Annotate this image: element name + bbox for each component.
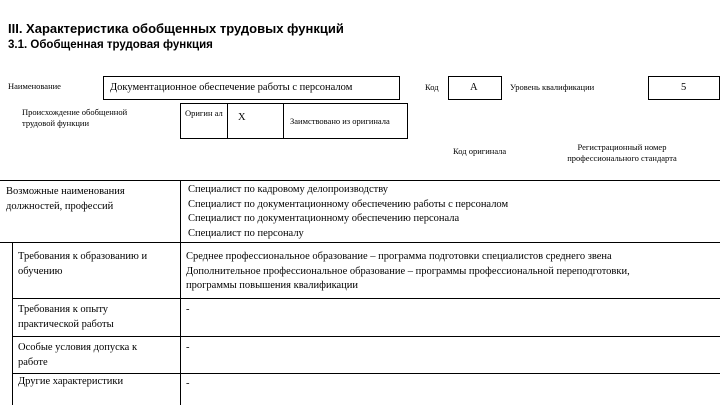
code-box [448, 76, 502, 100]
section-title: III. Характеристика обобщенных трудовых функций [8, 21, 344, 36]
original-label: Оригин ал [185, 108, 223, 118]
admission-label: Особые условия допуска к работе [18, 342, 138, 368]
subsection-title: 3.1. Обобщенная трудовая функция [8, 39, 213, 51]
education-value [186, 250, 630, 294]
experience-label: Требования к опыту практической работы [18, 304, 114, 330]
education-line: Дополнительное профессиональное образование – программы профессиональной переподготовки, [186, 265, 630, 277]
position-item: Специалист по документационному обеспечению работы с персоналом [188, 198, 509, 210]
code-original-label: Код оригинала [453, 146, 507, 156]
education-label: Требования к образованию и обучению [18, 251, 148, 277]
positions-label: Возможные наименования должностей, профессий [6, 186, 125, 212]
name-label: Наименование [8, 81, 61, 91]
reg-number-label: Регистрационный номер профессионального стандарта [567, 142, 677, 163]
level-box [648, 76, 720, 100]
origin-label: Происхождение обобщенной трудовой функции [22, 107, 128, 128]
experience-value: - [186, 304, 190, 315]
level-label: Уровень квалификации [510, 82, 595, 92]
level-value: 5 [681, 82, 687, 93]
position-item: Специалист по персоналу [188, 227, 304, 239]
code-label: Код [425, 82, 439, 92]
education-line: программы повышения квалификации [186, 280, 359, 291]
education-line: Среднее профессиональное образование – программа подготовки специалистов среднего звена [186, 251, 612, 262]
position-item: Специалист по кадровому делопроизводству [188, 184, 389, 195]
name-value: Документационное обеспечение работы с персоналом [110, 82, 353, 93]
borrowed-label: Заимствовано из оригинала [290, 116, 390, 126]
positions-list [188, 183, 508, 241]
other-label: Другие характеристики [18, 376, 124, 387]
position-item: Специалист по документационному обеспечению персонала [188, 213, 460, 224]
name-box [103, 76, 400, 100]
other-value: - [186, 378, 190, 389]
code-value: А [470, 82, 478, 93]
admission-value: - [186, 342, 190, 353]
original-mark: Х [238, 112, 246, 123]
